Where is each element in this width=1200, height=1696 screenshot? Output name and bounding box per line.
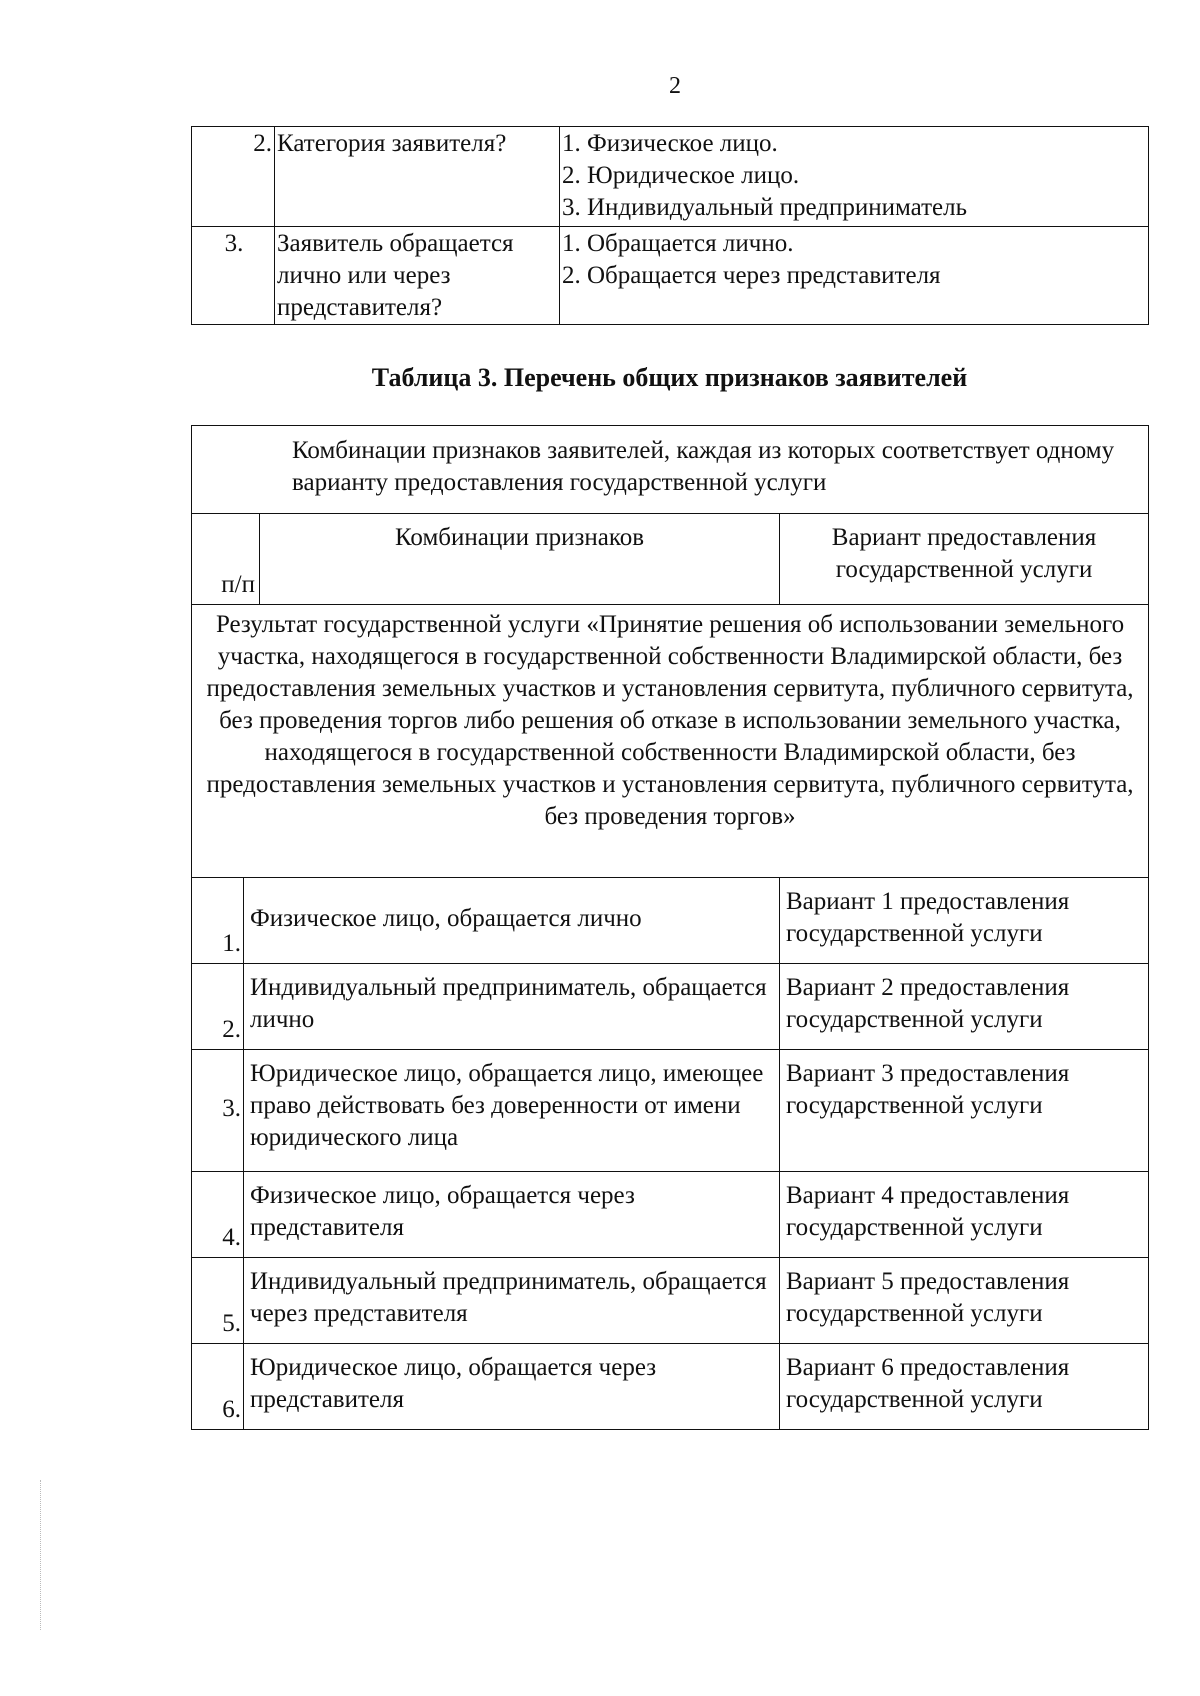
row-number: 3. [192,227,275,325]
answers-cell [560,227,1149,325]
variant-cell: Вариант 1 предоставления государственной услуги [780,878,1149,964]
table-row [192,227,1149,325]
table-row [192,1050,1149,1172]
combination-cell: Юридическое лицо, обращается через представителя [244,1344,780,1430]
combination-cell: Индивидуальный предприниматель, обращается лично [244,964,780,1050]
combination-cell: Юридическое лицо, обращается лицо, имеющее право действовать без доверенности от имени юридического лица [244,1050,780,1172]
row-number: 2. [192,127,275,227]
criteria-table [191,126,1149,325]
result-row [192,605,1149,878]
scan-margin-specks [40,1480,43,1630]
table-row [192,878,1149,964]
answers-cell [560,127,1149,227]
row-number: 3. [192,1050,244,1172]
column-header-variant: Вариант предоставления государственной услуги [780,514,1149,605]
page-number: 2 [669,73,681,99]
variant-cell: Вариант 4 предоставления государственной услуги [780,1172,1149,1258]
table-header-row [192,426,1149,514]
column-header-number: п/п [192,514,260,605]
variant-cell: Вариант 3 предоставления государственной услуги [780,1050,1149,1172]
applicant-features-table [191,425,1149,1430]
question-cell: Категория заявителя? [275,127,560,227]
table-header-row [192,514,1149,605]
service-result: Результат государственной услуги «Принятие решения об использовании земельного участка, находящегося в государственной собственности Владимирской области, без предоставления земельных участков и установления сервитута, публичного сервитута, без проведения торгов либо решения об отказе в использовании земельного участка, находящегося в государственной собственности Владимирской области, без предоставления земельных участков и установления сервитута, публичного сервитута, без проведения торгов» [192,605,1149,878]
variant-cell: Вариант 5 предоставления государственной услуги [780,1258,1149,1344]
answer-option: 1. Физическое лицо. [562,130,778,157]
table-row [192,964,1149,1050]
combination-cell: Индивидуальный предприниматель, обращается через представителя [244,1258,780,1344]
table-row [192,1172,1149,1258]
question-cell: Заявитель обращается лично или через представителя? [275,227,560,325]
column-header-combination: Комбинации признаков [260,514,780,605]
row-number: 5. [192,1258,244,1344]
table-title: Таблица 3. Перечень общих признаков заявителей [371,363,968,392]
combination-cell: Физическое лицо, обращается через представителя [244,1172,780,1258]
row-number: 6. [192,1344,244,1430]
row-number: 4. [192,1172,244,1258]
table-row [192,1344,1149,1430]
variant-cell: Вариант 2 предоставления государственной услуги [780,964,1149,1050]
answer-option: 2. Юридическое лицо. [562,162,800,189]
table-row [192,1258,1149,1344]
variant-cell: Вариант 6 предоставления государственной услуги [780,1344,1149,1430]
answer-option: 2. Обращается через представителя [562,262,941,289]
combined-header: Комбинации признаков заявителей, каждая из которых соответствует одному варианту предоставления государственной услуги [192,426,1149,514]
combination-cell: Физическое лицо, обращается лично [244,878,780,964]
answer-option: 1. Обращается лично. [562,230,794,257]
row-number: 1. [192,878,244,964]
table-row [192,127,1149,227]
answer-option: 3. Индивидуальный предприниматель [562,194,967,221]
row-number: 2. [192,964,244,1050]
